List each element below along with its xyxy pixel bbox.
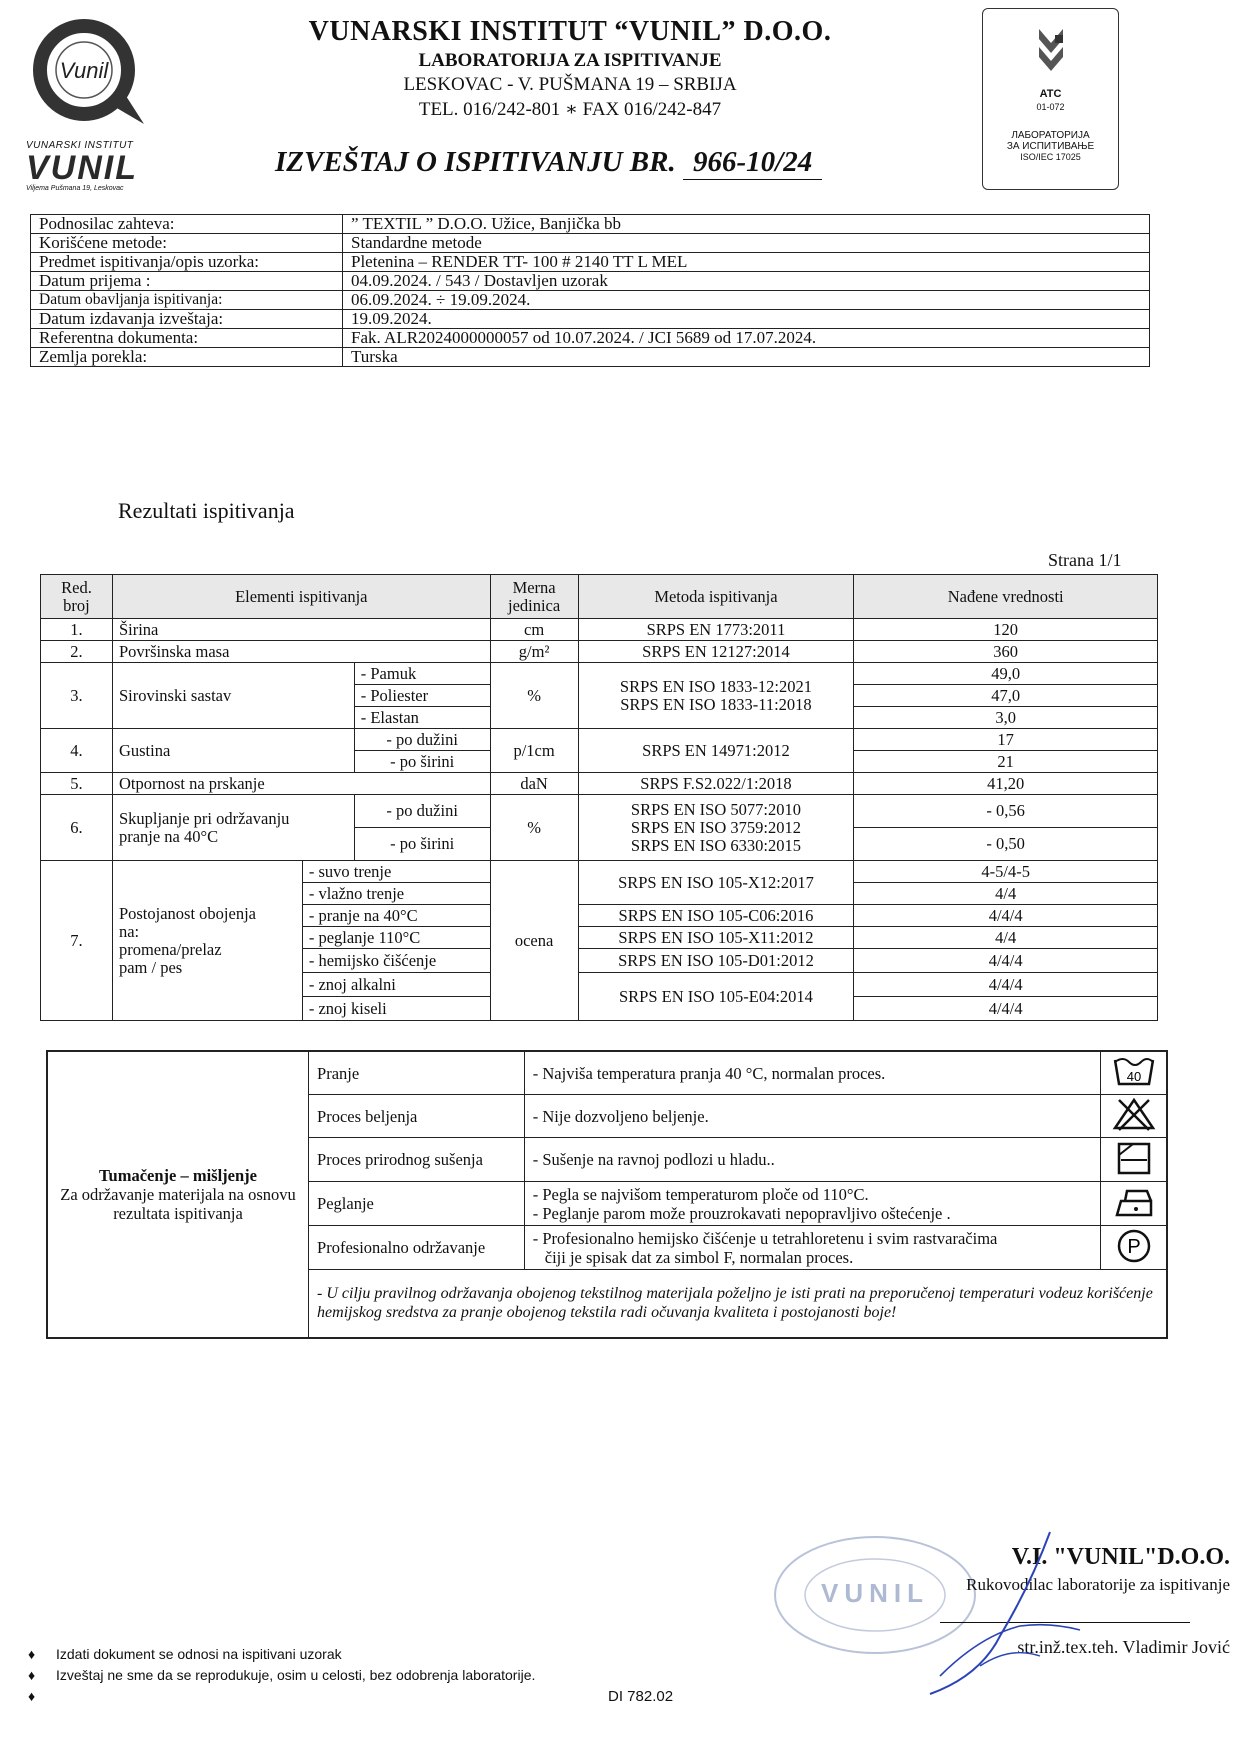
element-line: na: — [118, 921, 140, 941]
care-label: Proces prirodnog sušenja — [309, 1138, 525, 1182]
table-row — [41, 861, 1158, 883]
row-value: 4/4/4 — [854, 997, 1158, 1021]
table-row — [31, 329, 1150, 348]
row-value: - 0,56 — [854, 795, 1158, 828]
care-text — [524, 1226, 1101, 1270]
table-row — [31, 215, 1150, 234]
atc-lab-line1: ЛАБОРАТОРИЈА — [1011, 130, 1090, 141]
row-element: Površinska masa — [112, 641, 490, 663]
row-no: 4. — [41, 729, 113, 773]
atc-code: ATC — [1039, 88, 1062, 100]
element-line: Skupljanje pri održavanju — [118, 808, 290, 828]
row-unit: p/1cm — [490, 729, 578, 773]
footer-note — [28, 1686, 535, 1707]
row-value: 4/4 — [854, 883, 1158, 905]
row-subelement: - vlažno trenje — [302, 883, 490, 905]
meta-label: Datum izdavanja izveštaja: — [31, 310, 343, 329]
signature-company: V.I. "VUNIL"D.O.O. — [1011, 1544, 1230, 1570]
lab-name: LABORATORIJA ZA ISPITIVANJE — [418, 50, 722, 71]
table-row — [41, 773, 1158, 795]
care-text-line: - Profesionalno hemijsko čišćenje u tetrahloretenu i svim rastvaračima — [532, 1228, 998, 1248]
no-bleach-icon — [1111, 1097, 1157, 1131]
row-unit: cm — [490, 619, 578, 641]
meta-value: Pletenina – RENDER TT- 100 # 2140 TT L MEL — [343, 253, 1150, 272]
row-value: 41,20 — [854, 773, 1158, 795]
meta-value: 19.09.2024. — [343, 310, 1150, 329]
institute-header — [260, 16, 880, 121]
row-element — [112, 861, 302, 1021]
request-info-table — [30, 214, 1150, 367]
row-subelement: - pranje na 40°C — [302, 905, 490, 927]
meta-label: Datum obavljanja ispitivanja: — [31, 291, 343, 310]
element-line: promena/prelaz — [118, 939, 222, 959]
row-no: 1. — [41, 619, 113, 641]
care-label: Profesionalno održavanje — [309, 1226, 525, 1270]
table-row — [31, 291, 1150, 310]
col-header-element: Elementi ispitivanja — [112, 575, 490, 619]
care-summary-title: Tumačenje – mišljenje — [99, 1165, 257, 1185]
row-value: 4/4/4 — [854, 973, 1158, 997]
method-line: SRPS EN ISO 5077:2010 — [630, 799, 801, 819]
row-no: 6. — [41, 795, 113, 861]
row-no: 7. — [41, 861, 113, 1021]
table-row — [47, 1051, 1167, 1095]
atc-lab-line2: ЗА ИСПИТИВАЊЕ — [1006, 141, 1095, 152]
footer-notes — [28, 1644, 535, 1707]
pro-clean-letter: P — [1127, 1235, 1141, 1258]
wash-temp-label: 40 — [1126, 1069, 1141, 1084]
accreditation-badge — [982, 8, 1119, 190]
bullet: ♦ — [28, 1646, 36, 1662]
page-label: Strana 1/1 — [1048, 550, 1122, 570]
row-unit: % — [490, 663, 578, 729]
row-element: Gustina — [112, 729, 354, 773]
report-title-prefix: IZVEŠTAJ O ISPITIVANJU BR. — [275, 146, 676, 178]
professional-clean-p-icon — [1111, 1229, 1157, 1263]
footer-note — [28, 1644, 535, 1665]
row-subelement: - po dužini — [354, 729, 490, 751]
care-summary-text: Za održavanje materijala na osnovu rezultata ispitivanja — [60, 1184, 296, 1223]
table-row — [41, 641, 1158, 663]
row-subelement: - Poliester — [354, 685, 490, 707]
table-row — [41, 795, 1158, 828]
method-line: SRPS EN ISO 1833-12:2021 — [619, 676, 812, 696]
care-instructions-table — [46, 1050, 1168, 1339]
table-row — [31, 310, 1150, 329]
results-heading: Rezultati ispitivanja — [118, 498, 295, 523]
iron-low-icon — [1111, 1185, 1157, 1219]
row-value: 21 — [854, 751, 1158, 773]
meta-label: Predmet ispitivanja/opis uzorka: — [31, 253, 343, 272]
table-row — [41, 619, 1158, 641]
row-value: 17 — [854, 729, 1158, 751]
logo-subtitle — [26, 140, 166, 192]
atc-iso: ISO/IEC 17025 — [1020, 152, 1081, 162]
row-value: 3,0 — [854, 707, 1158, 729]
table-row — [41, 729, 1158, 751]
atc-logo-icon — [1021, 21, 1081, 81]
row-subelement: - po širini — [354, 751, 490, 773]
table-row — [31, 234, 1150, 253]
row-method: SRPS EN 1773:2011 — [578, 619, 854, 641]
row-method — [578, 795, 854, 861]
care-label: Proces beljenja — [309, 1095, 525, 1138]
row-unit: ocena — [490, 861, 578, 1021]
care-text — [524, 1182, 1101, 1226]
col-header-no: Red. broj — [41, 575, 113, 619]
meta-value: Standardne metode — [343, 234, 1150, 253]
meta-label: Referentna dokumenta: — [31, 329, 343, 348]
meta-label: Zemlja porekla: — [31, 348, 343, 367]
care-summary — [47, 1051, 309, 1338]
row-element: Širina — [112, 619, 490, 641]
row-subelement: - peglanje 110°C — [302, 927, 490, 949]
row-element — [112, 795, 354, 861]
table-row — [31, 253, 1150, 272]
row-method: SRPS EN 14971:2012 — [578, 729, 854, 773]
row-subelement: - Pamuk — [354, 663, 490, 685]
signature-role: Rukovodilac laboratorije za ispitivanje — [966, 1575, 1230, 1594]
bullet: ♦ — [28, 1667, 36, 1683]
institute-phone: TEL. 016/242-801 ∗ FAX 016/242-847 — [418, 99, 722, 120]
svg-text:Vunil: Vunil — [59, 58, 109, 83]
row-method: SRPS EN ISO 105-X12:2017 — [578, 861, 854, 905]
row-value: 120 — [854, 619, 1158, 641]
meta-value: Turska — [343, 348, 1150, 367]
logo-sub-line2: VUNIL — [26, 149, 138, 187]
care-text: - Nije dozvoljeno beljenje. — [524, 1095, 1101, 1138]
row-subelement: - po dužini — [354, 795, 490, 828]
institute-name: VUNARSKI INSTITUT “VUNIL” D.O.O. — [308, 16, 832, 47]
bullet: ♦ — [28, 1688, 36, 1704]
element-line: Postojanost obojenja — [118, 903, 256, 923]
element-line: pranje na 40°C — [118, 826, 219, 846]
care-text: - Sušenje na ravnoj podlozi u hladu.. — [524, 1138, 1101, 1182]
row-value: 360 — [854, 641, 1158, 663]
row-method: SRPS EN ISO 105-X11:2012 — [578, 927, 854, 949]
document-code: DI 782.02 — [608, 1688, 674, 1705]
row-method: SRPS EN ISO 105-E04:2014 — [578, 973, 854, 1021]
table-row — [31, 348, 1150, 367]
row-method: SRPS EN 12127:2014 — [578, 641, 854, 663]
care-text: - Najviša temperatura pranja 40 °C, normalan proces. — [524, 1051, 1101, 1095]
table-row — [31, 272, 1150, 291]
row-method: SRPS EN ISO 105-D01:2012 — [578, 949, 854, 973]
meta-value: Fak. ALR2024000000057 od 10.07.2024. / JCI 5689 od 17.07.2024. — [343, 329, 1150, 348]
col-header-value: Nađene vrednosti — [854, 575, 1158, 619]
element-line: pam / pes — [118, 957, 183, 977]
meta-label: Podnosilac zahteva: — [31, 215, 343, 234]
footer-note — [28, 1665, 535, 1686]
col-header-unit: Merna jedinica — [490, 575, 578, 619]
logo-sub-line3: Viljema Pušmana 19, Leskovac — [26, 185, 124, 192]
row-value: 4/4/4 — [854, 949, 1158, 973]
row-subelement: - znoj kiseli — [302, 997, 490, 1021]
row-subelement: - hemijsko čišćenje — [302, 949, 490, 973]
care-note: - U cilju pravilnog održavanja obojenog tekstilnog materijala poželjno je isti prati na preporučenoj temperaturi vodeuz korišćenje hemijskog sredstva za pranje obojenog tekstila radi očuvanja kvaliteta i postojanosti boje! — [309, 1270, 1167, 1338]
row-no: 3. — [41, 663, 113, 729]
row-element: Otpornost na prskanje — [112, 773, 490, 795]
wash-40-icon — [1111, 1054, 1157, 1088]
care-text-line: čiji je spisak dat za simbol F, normalan proces. — [544, 1247, 854, 1267]
method-line: SRPS EN ISO 3759:2012 — [630, 817, 801, 837]
care-label: Peglanje — [309, 1182, 525, 1226]
results-table — [40, 574, 1158, 1021]
row-value: 4-5/4-5 — [854, 861, 1158, 883]
table-header-row — [41, 575, 1158, 619]
care-label: Pranje — [309, 1051, 525, 1095]
row-value: 49,0 — [854, 663, 1158, 685]
method-line: SRPS EN ISO 6330:2015 — [630, 835, 801, 855]
row-subelement: - znoj alkalni — [302, 973, 490, 997]
report-number: 966-10/24 — [683, 146, 822, 180]
meta-label: Korišćene metode: — [31, 234, 343, 253]
meta-label: Datum prijema : — [31, 272, 343, 291]
vunil-logo — [22, 18, 152, 128]
col-header-method: Metoda ispitivanja — [578, 575, 854, 619]
method-line: SRPS EN ISO 1833-11:2018 — [620, 694, 812, 714]
row-value: - 0,50 — [854, 828, 1158, 861]
logo-sub-line1: VUNARSKI INSTITUT — [26, 140, 134, 151]
row-value: 4/4 — [854, 927, 1158, 949]
row-value: 4/4/4 — [854, 905, 1158, 927]
signature-name: str.inž.tex.teh. Vladimir Jović — [1017, 1637, 1230, 1657]
row-method: SRPS EN ISO 105-C06:2016 — [578, 905, 854, 927]
care-text-line: - Pegla se najvišom temperaturom ploče od 110°C. — [532, 1184, 869, 1204]
row-no: 2. — [41, 641, 113, 663]
care-text-line: - Peglanje parom može prouzrokavati nepopravljivo oštećenje . — [532, 1203, 951, 1223]
handwritten-signature — [920, 1526, 1120, 1696]
svg-text:VUNIL: VUNIL — [821, 1578, 929, 1608]
row-no: 5. — [41, 773, 113, 795]
row-subelement: - Elastan — [354, 707, 490, 729]
report-title — [275, 146, 822, 180]
atc-number: 01-072 — [1036, 102, 1065, 112]
footer-note-text: Izveštaj ne sme da se reprodukuje, osim u celosti, bez odobrenja laboratorije. — [56, 1667, 536, 1683]
row-unit: % — [490, 795, 578, 861]
meta-value: ” TEXTIL ” D.O.O. Užice, Banjička bb — [343, 215, 1150, 234]
row-value: 47,0 — [854, 685, 1158, 707]
institute-address: LESKOVAC - V. PUŠMANA 19 – SRBIJA — [403, 74, 737, 95]
row-unit: daN — [490, 773, 578, 795]
row-method: SRPS F.S2.022/1:2018 — [578, 773, 854, 795]
dry-flat-shade-icon — [1111, 1141, 1157, 1175]
row-element: Sirovinski sastav — [112, 663, 354, 729]
row-unit: g/m² — [490, 641, 578, 663]
footer-note-text: Izdati dokument se odnosi na ispitivani uzorak — [56, 1646, 342, 1662]
table-row — [41, 663, 1158, 685]
row-subelement: - suvo trenje — [302, 861, 490, 883]
meta-value: 06.09.2024. ÷ 19.09.2024. — [343, 291, 1150, 310]
row-subelement: - po širini — [354, 828, 490, 861]
row-method — [578, 663, 854, 729]
meta-value: 04.09.2024. / 543 / Dostavljen uzorak — [343, 272, 1150, 291]
